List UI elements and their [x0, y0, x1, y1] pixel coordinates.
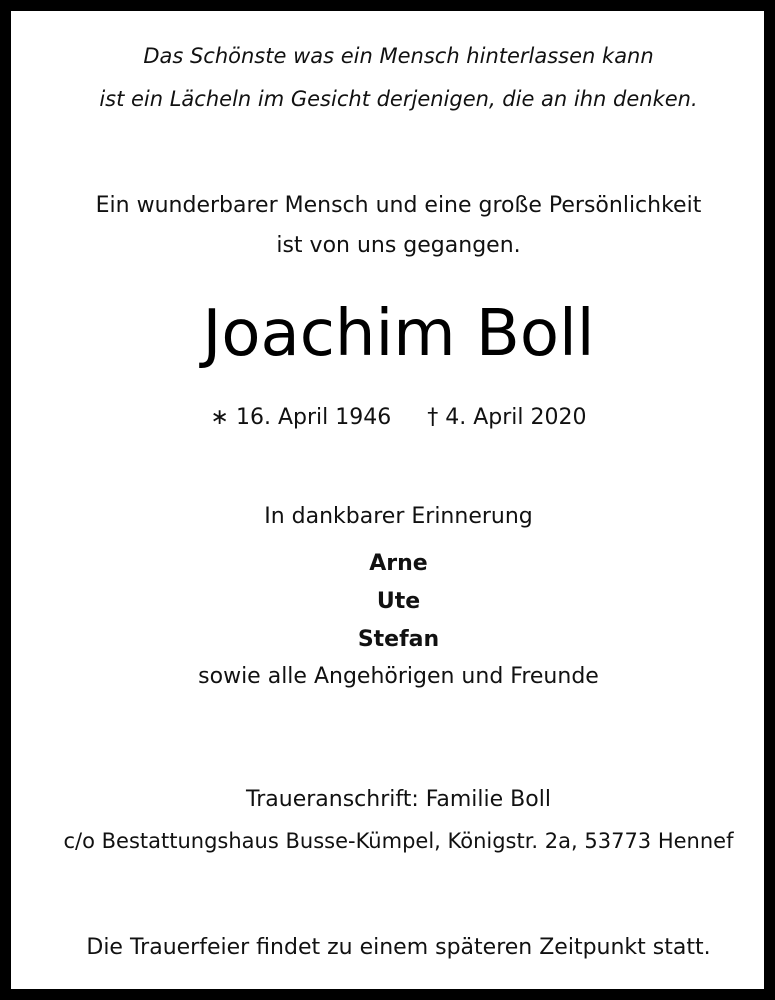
quote-line-2: ist ein Lächeln im Gesicht derjenigen, die an ihn denken. [99, 87, 698, 111]
address-line-1: Traueranschrift: Familie Boll [246, 787, 551, 812]
address-line-2: c/o Bestattungshaus Busse-Kümpel, Königstr. 2a, 53773 Hennef [63, 829, 734, 853]
death-symbol: † [427, 405, 439, 430]
mourner-name: Ute [376, 589, 421, 614]
deceased-name: Joachim Boll [202, 297, 595, 371]
mourning-heading: In dankbarer Erinnerung [264, 504, 533, 529]
quote-line-1: Das Schönste was ein Mensch hinterlassen kann [143, 44, 654, 68]
mourning-others: sowie alle Angehörigen und Freunde [198, 664, 599, 689]
death-date: 4. April 2020 [445, 405, 587, 430]
intro-line-1: Ein wunderbarer Mensch und eine große Persönlichkeit [95, 193, 702, 218]
life-dates [11, 403, 775, 433]
ceremony-notice: Die Trauerfeier findet zu einem späteren Zeitpunkt statt. [86, 935, 711, 960]
birth-symbol: ∗ [210, 405, 229, 430]
intro-line-2: ist von uns gegangen. [276, 233, 521, 258]
mourner-name: Stefan [357, 627, 440, 652]
mourner-name: Arne [369, 551, 428, 576]
birth-date: 16. April 1946 [235, 405, 392, 430]
